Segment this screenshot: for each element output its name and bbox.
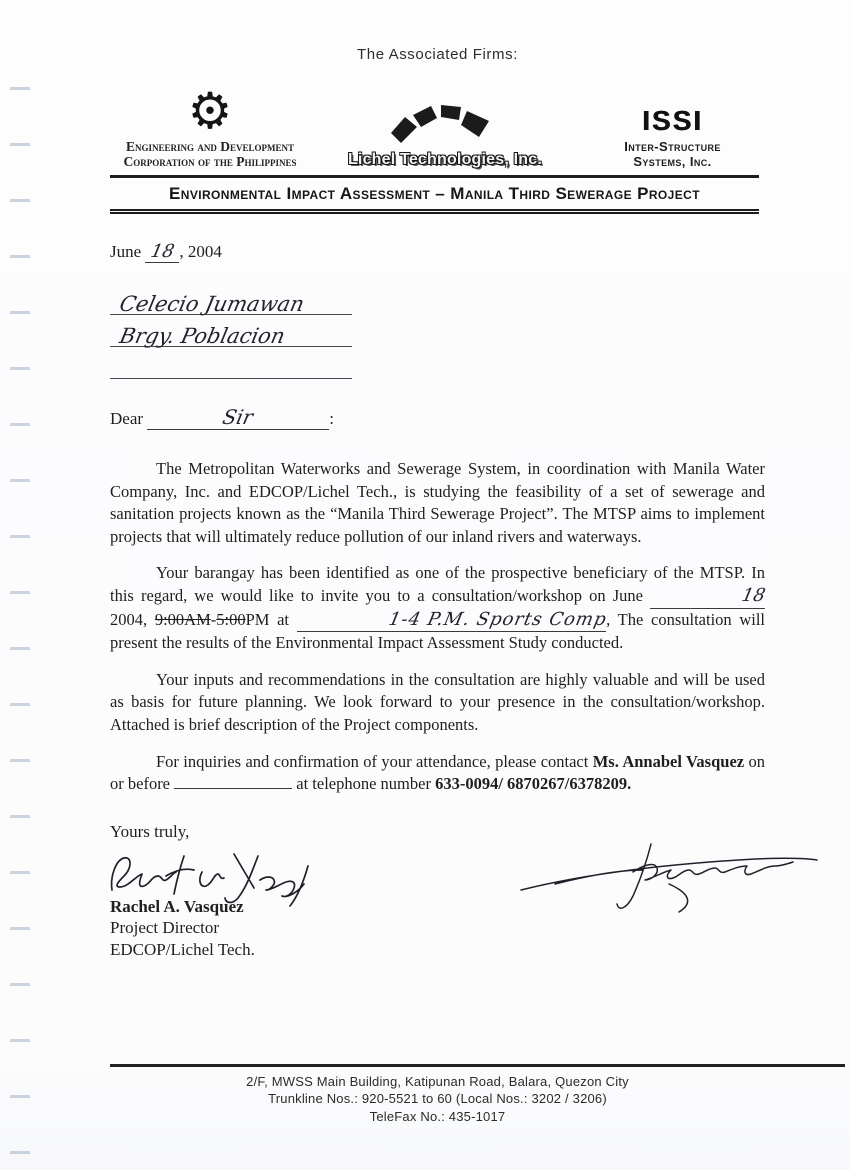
recipient-line-2 [110, 315, 352, 347]
date-prefix: June [110, 242, 142, 261]
recipient-line-1 [110, 283, 352, 315]
project-banner-title: Environmental Impact Assessment – Manila Third Sewerage Project [169, 184, 700, 203]
salutation-blank [147, 405, 329, 430]
handwritten-venue: 1-4 P.M. Sports Comp [386, 608, 609, 630]
signatory-company: EDCOP/Lichel Tech. [110, 939, 255, 959]
footer-telefax: TeleFax No.: 435-1017 [369, 1108, 506, 1124]
deadline-blank [174, 774, 292, 789]
paragraph-4-text2: on or before [110, 751, 765, 794]
signature-area [110, 844, 765, 962]
paragraph-2-text3: , The consultation will present the results of the Environmental Impact Assessment Study conducted. [110, 609, 766, 653]
handwritten-recipient-barangay: Brgy. Poblacion [117, 324, 288, 348]
paragraph-2-text2: 2004, [110, 609, 148, 629]
date-day-blank [145, 242, 179, 263]
footer [110, 1064, 845, 1126]
struck-end-time: 5:00 [216, 609, 246, 629]
salutation-line [110, 405, 765, 430]
issi-name-line2: Systems, Inc. [633, 154, 712, 169]
project-banner [110, 175, 759, 214]
letter-content [0, 46, 850, 1125]
signatory-block [110, 896, 255, 961]
struck-start-time: 9:00AM [154, 609, 211, 629]
edcop-name [124, 139, 297, 169]
closing-line: Yours truly, [110, 821, 190, 841]
lichel-name: Lichel Technologies, Inc. [347, 151, 543, 168]
contact-phones: 633-0094/ 6870267/6378209. [435, 774, 632, 794]
edcop-firm-block [110, 82, 310, 169]
footer-trunkline: Trunkline Nos.: 920-5521 to 60 (Local Nos.: 3202 / 3206) [268, 1091, 607, 1107]
paragraph-2-after-struck: PM at [245, 609, 290, 629]
recipient-line-3-empty [110, 347, 352, 379]
issi-name-line1: Inter-Structure [624, 139, 721, 154]
signatory-name: Rachel A. Vasquez [110, 896, 244, 916]
paragraph-4 [110, 751, 765, 796]
gear-icon: ⚙ [187, 82, 233, 140]
footer-address: 2/F, MWSS Main Building, Katipunan Road, Balara, Quezon City [246, 1073, 629, 1089]
salutation-suffix: : [329, 409, 335, 428]
date-suffix: , 2004 [179, 242, 222, 261]
salutation-prefix: Dear [110, 409, 144, 428]
recipient-signature [515, 826, 825, 916]
edcop-name-line2: Corporation of the Philippines [123, 154, 297, 169]
issi-name [624, 139, 721, 169]
date-line [110, 242, 765, 263]
segmented-arc-icon [385, 103, 505, 145]
handwritten-date-day: 18 [148, 241, 177, 262]
handwritten-recipient-name: Celecio Jumawan [117, 292, 307, 316]
edcop-name-line1: Engineering and Development [125, 139, 294, 154]
paragraph-4-text1: For inquiries and confirmation of your attendance, please contact [156, 751, 589, 771]
recipient-block [110, 283, 352, 379]
paragraph-4-text3: at telephone number [296, 774, 431, 794]
paragraph-2 [110, 562, 768, 654]
venue-blank [297, 608, 609, 633]
contact-name: Ms. Annabel Vasquez [592, 751, 745, 771]
letterhead [110, 73, 765, 169]
time-dash: - [210, 609, 217, 629]
associated-firms-label: The Associated Firms: [357, 46, 518, 63]
issi-acronym: ISSI [642, 105, 703, 136]
handwritten-salutation: Sir [220, 405, 256, 429]
paragraph-1: The Metropolitan Waterworks and Sewerage System, in coordination with Manila Water Company, Inc. and EDCOP/Lichel Tech., is studying the feasibility of a set of sewerage and sanitation projects known as the “Manila Third Sewerage Project”. The MTSP aims to implement projects that will ultimately reduce pollution of our inland rivers and waterways. [110, 459, 765, 546]
paragraph-3: Your inputs and recommendations in the consultation are highly valuable and will be used as basis for future planning. We look forward to your presence in the consultation/workshop. Attached is brief description of the Project components. [110, 669, 765, 734]
lichel-firm-block [340, 103, 550, 169]
signatory-title: Project Director [110, 918, 220, 938]
handwritten-workshop-day: 18 [739, 584, 768, 606]
issi-firm-block [580, 107, 765, 169]
workshop-day-blank [650, 584, 768, 609]
paragraph-2-text1: Your barangay has been identified as one of the prospective beneficiary of the MTSP. In this regard, we would like to invite you to a consultation/workshop on June [110, 563, 765, 605]
